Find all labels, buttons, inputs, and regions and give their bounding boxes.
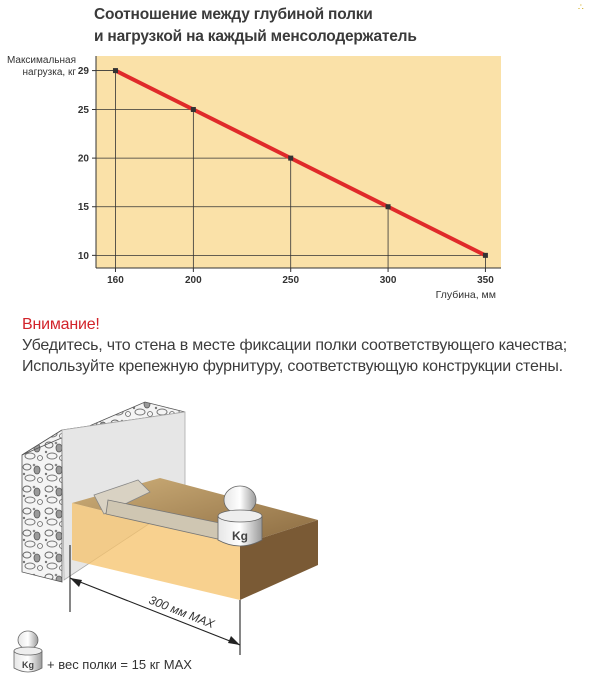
y-axis-label-line-1: Максимальная xyxy=(6,55,76,66)
x-tick-label: 350 xyxy=(477,275,494,286)
small-weight-icon xyxy=(14,631,42,672)
load-caption: + вес полки = 15 кг MAX xyxy=(47,657,192,672)
chart-title-line-1: Соотношение между глубиной полки xyxy=(94,6,373,23)
bracket-illustration xyxy=(0,392,590,685)
data-point xyxy=(191,107,196,112)
y-tick-label: 15 xyxy=(77,202,89,214)
warning-line-1: Убедитесь, что стена в месте фиксации полки соответствующего качества; xyxy=(22,337,567,354)
weight-label: Kg xyxy=(232,529,248,543)
small-weight-label: Kg xyxy=(22,660,34,670)
data-point xyxy=(386,204,391,209)
corner-mark: ∴ xyxy=(578,2,584,12)
warning-block xyxy=(22,314,567,377)
x-tick-label: 200 xyxy=(185,275,202,286)
warning-title: Внимание! xyxy=(22,316,100,333)
x-tick-label: 250 xyxy=(282,275,300,286)
y-tick-label: 29 xyxy=(77,66,89,78)
data-point xyxy=(288,156,293,161)
x-tick-label: 160 xyxy=(107,275,124,286)
load-chart xyxy=(0,0,590,305)
chart-title-line-2: и нагрузкой на каждый менсолодержатель xyxy=(94,28,417,45)
data-point xyxy=(113,68,118,73)
y-axis-label-line-2: нагрузка, кг xyxy=(22,67,76,78)
y-tick-label: 20 xyxy=(77,153,89,165)
y-tick-label: 10 xyxy=(77,250,89,262)
warning-line-2: Используйте крепежную фурнитуру, соответствующую конструкции стены. xyxy=(22,358,563,375)
data-point xyxy=(483,253,488,258)
x-tick-label: 300 xyxy=(379,275,397,286)
weight-icon xyxy=(218,486,262,546)
x-axis-label: Глубина, мм xyxy=(435,289,496,301)
y-tick-label: 25 xyxy=(77,104,89,116)
dimension-label: 300 мм MAX xyxy=(146,592,217,632)
